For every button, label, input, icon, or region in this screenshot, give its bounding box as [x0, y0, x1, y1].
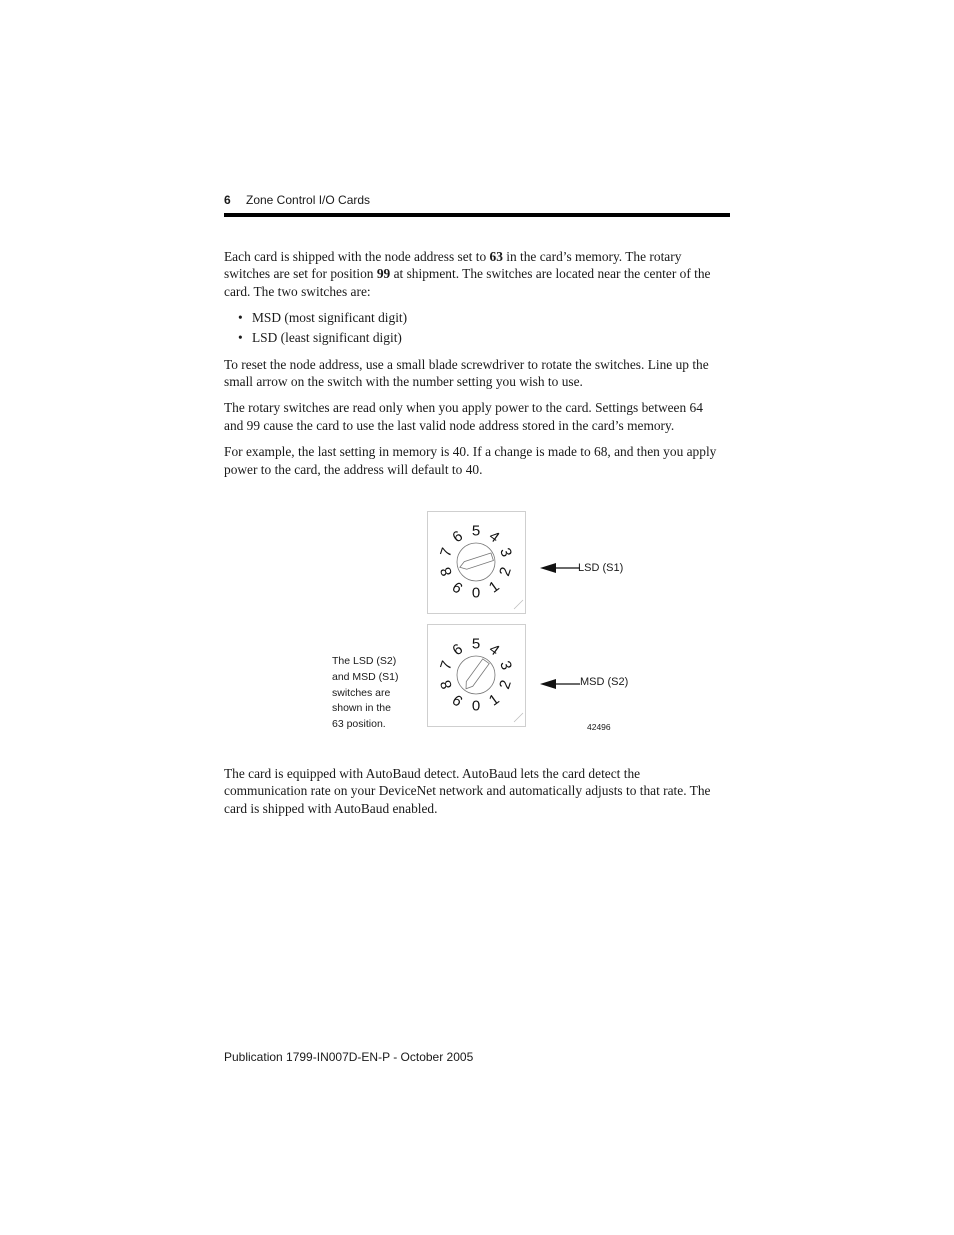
dial-digit: 8: [437, 565, 456, 579]
dial-digit: 6: [449, 640, 467, 660]
autobaud-paragraph: The card is equipped with AutoBaud detect. AutoBaud lets the card detect the communication rate on your DeviceNet network and automatically adjusts to that rate. The card is shipped with AutoBaud enabled.: [224, 766, 711, 816]
dial-digit: 0: [471, 584, 481, 602]
dial-knob: [457, 656, 495, 694]
bold-position: 99: [376, 266, 391, 282]
dial-icon: [428, 512, 525, 613]
dial-digit: 7: [437, 658, 456, 672]
autobaud-section: [224, 765, 724, 817]
lsd-switch: [427, 511, 526, 614]
dial-digit: 2: [496, 565, 515, 579]
dial-digit: 1: [485, 690, 503, 710]
dial-digit: 3: [496, 658, 515, 672]
dial-icon: [428, 625, 525, 726]
intro-paragraph-4: For example, the last setting in memory is 40. If a change is made to 68, and then you apply power to the card, the address will default to 40.: [224, 444, 717, 477]
arrow-left-icon: [540, 561, 580, 575]
list-item: • LSD (least significant digit): [252, 329, 724, 346]
dial-digit: 9: [449, 577, 467, 597]
lsd-label: LSD (S1): [578, 562, 624, 574]
intro-paragraph-3: The rotary switches are read only when you apply power to the card. Settings between 64 and 99 cause the card to use the last valid node address stored in the card’s memory.: [224, 400, 703, 433]
caption-line: and MSD (S1): [332, 670, 399, 683]
figure-caption: [332, 654, 412, 733]
page-header: [224, 192, 730, 220]
page-footer: Publication 1799-IN007D-EN-P - October 2005: [224, 1050, 474, 1064]
intro-section: [224, 248, 724, 487]
msd-switch: [427, 624, 526, 727]
dial-digit: 2: [496, 678, 515, 692]
rotary-switch-figure: [330, 509, 650, 739]
dial-digit: 1: [485, 577, 503, 597]
intro-paragraph-2: To reset the node address, use a small blade screwdriver to rotate the switches. Line up the small arrow on the switch with the number setting you wish to use.: [224, 356, 709, 389]
dial-digit: 4: [485, 640, 503, 660]
figure-number: 42496: [587, 722, 611, 732]
dial-digit: 3: [496, 545, 515, 559]
caption-line: switches are: [332, 686, 391, 699]
switch-list: [224, 309, 724, 346]
page-number: 6: [224, 193, 231, 207]
list-item: • MSD (most significant digit): [252, 309, 724, 326]
dial-digit: 4: [485, 527, 503, 547]
caption-line: The LSD (S2): [332, 655, 397, 667]
dial-digit: 7: [437, 545, 456, 559]
header-rule: [224, 213, 730, 217]
msd-label: MSD (S2): [580, 676, 629, 688]
dial-digit: 0: [471, 697, 481, 715]
corner-mark: [514, 713, 523, 722]
text-run: Each card is shipped with the node address set to: [224, 249, 490, 264]
dial-digit: 5: [471, 635, 481, 653]
text-run: at shipment. The switches are located near the center of the card. The two switches are:: [224, 266, 711, 299]
arrow-left-icon: [540, 677, 580, 691]
header-title: Zone Control I/O Cards: [246, 193, 371, 207]
dial-digit: 5: [471, 522, 481, 540]
intro-paragraph-1: [224, 248, 724, 300]
dial-digit: 9: [449, 690, 467, 710]
text-run: in the card’s memory. The rotary switches are set for position: [224, 249, 682, 282]
dial-digit: 6: [449, 527, 467, 547]
dial-digit: 8: [437, 678, 456, 692]
bold-address: 63: [489, 249, 503, 264]
caption-line: 63 position.: [332, 718, 386, 731]
caption-line: shown in the: [332, 702, 391, 715]
corner-mark: [514, 600, 523, 609]
